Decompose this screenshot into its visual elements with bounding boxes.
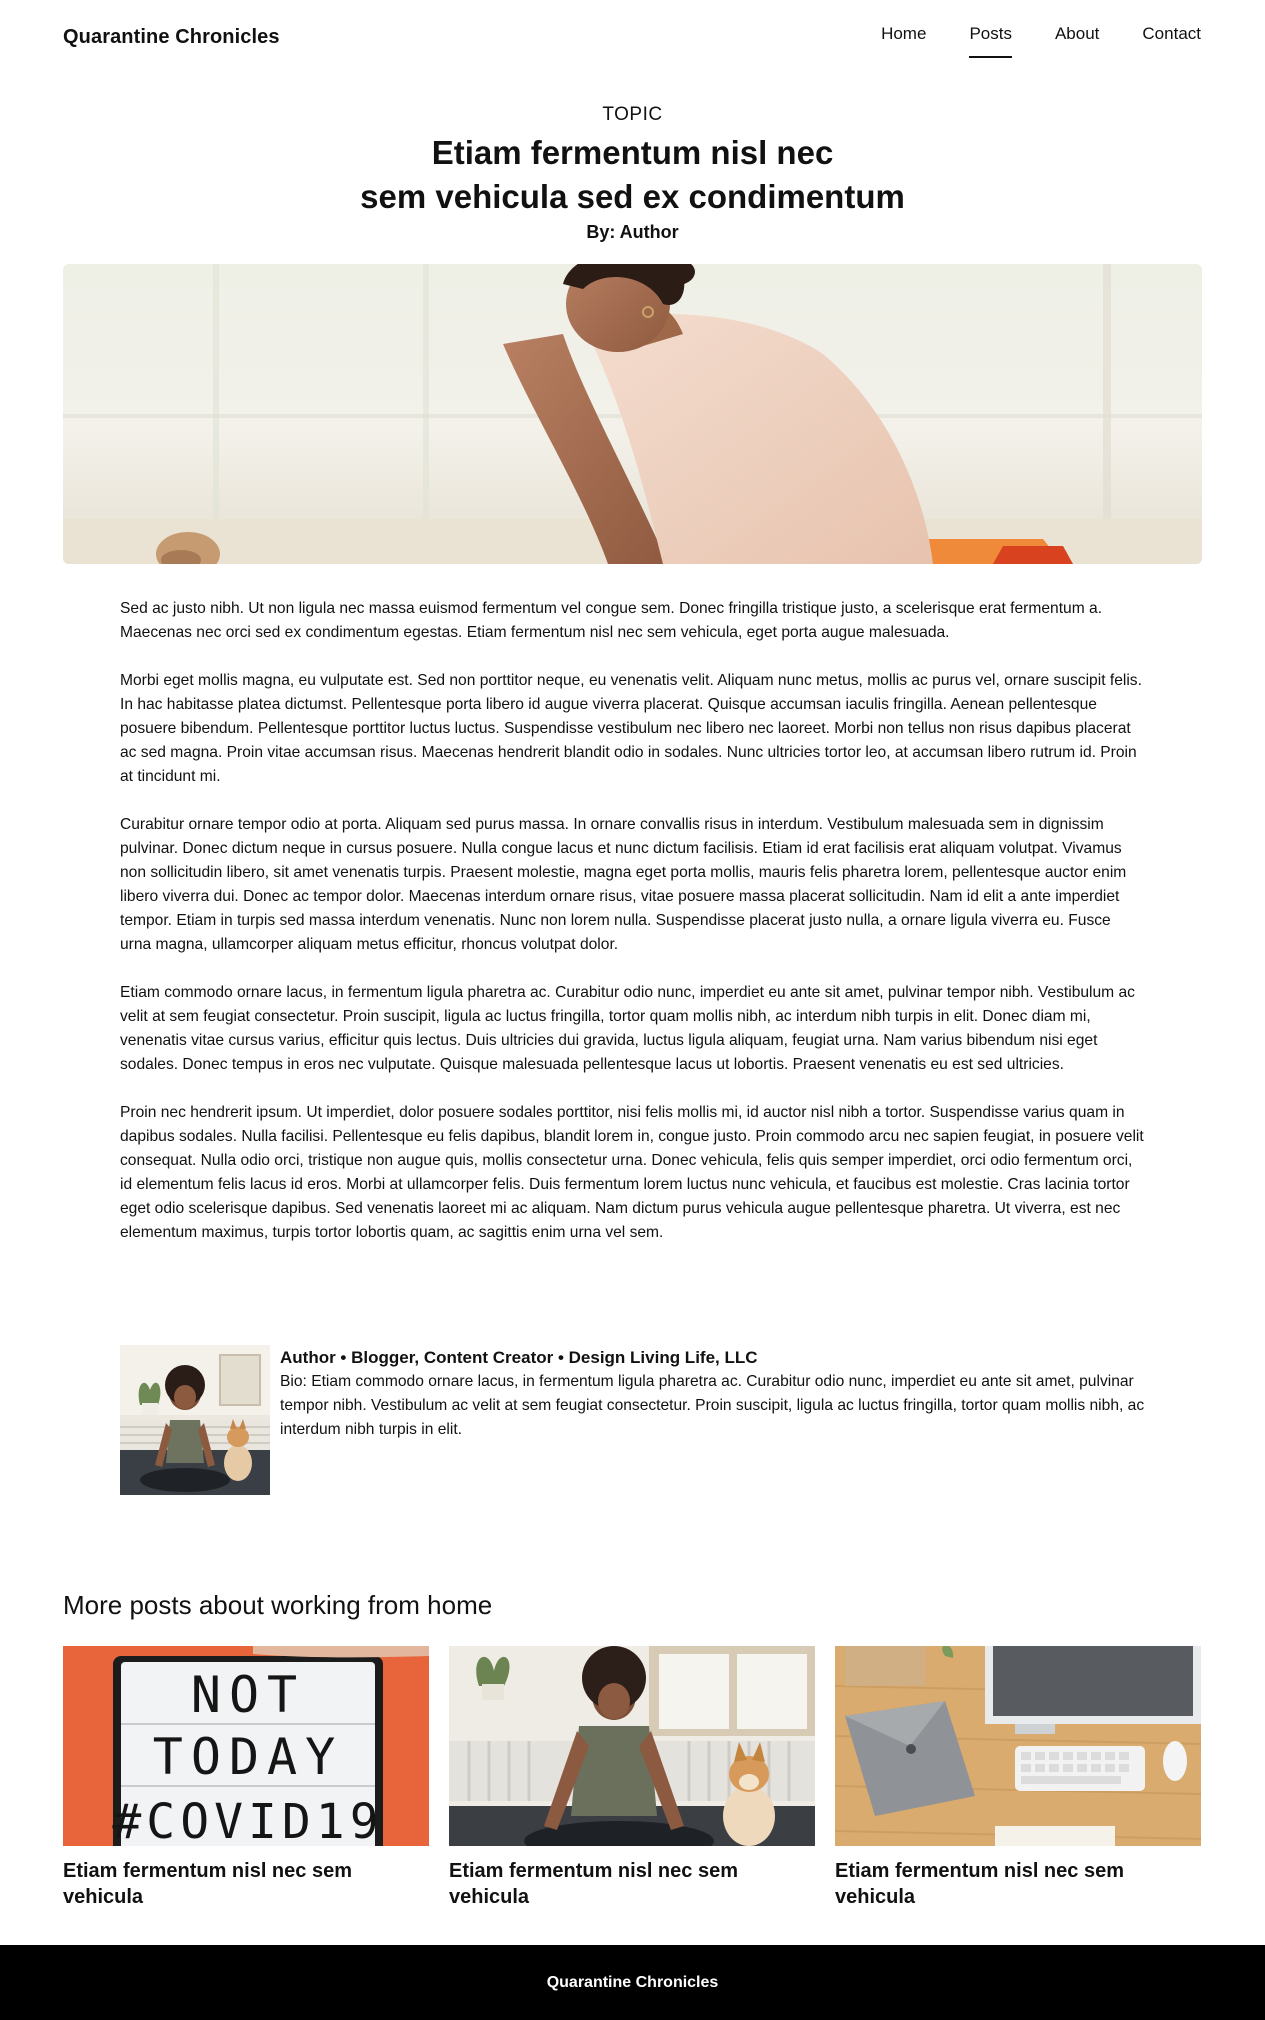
sign-text-line2: TODAY bbox=[152, 1728, 344, 1786]
post-header bbox=[0, 103, 1265, 243]
post-topic: TOPIC bbox=[602, 104, 663, 125]
post-paragraph: Proin nec hendrerit ipsum. Ut imperdiet, dolor posuere sodales porttitor, nisi felis mollis mi, id auctor nisl nibh a tortor. Suspendisse varius quam in dapibus sodales. Nulla facilisi. Pellentesque eu felis dapibus, blandit lorem in, congue justo. Proin commodo arcu nec sapien feugiat, in posuere velit consequat. Nulla odio orci, tristique non augue quis, mollis consectetur urna. Donec vehicula, felis quis semper imperdiet, orci odio fermentum orci, id elementum felis lacus id eros. Morbi at ullamcorper felis. Duis fermentum lorem luctus nunc vehicula, et faucibus est molestie. Cras lacinia tortor eget odio scelerisque dapibus. Sed venenatis laoreet mi ac aliquam. Nam dictum purus vehicula augue pellentesque pharetra. Ut viverra, est nec elementum maximus, turpis tortor lobortis quam, ac sagittis enim urna vel sem. bbox=[120, 1104, 1144, 1241]
author-photo-illustration bbox=[120, 1345, 270, 1495]
post-card-image[interactable] bbox=[449, 1646, 815, 1846]
meditation-image bbox=[449, 1646, 815, 1846]
hero-illustration bbox=[63, 264, 1202, 564]
author-text bbox=[280, 1346, 1145, 1442]
author-photo bbox=[120, 1345, 270, 1495]
site-header bbox=[0, 0, 1265, 78]
post-paragraph: Etiam commodo ornare lacus, in fermentum ligula pharetra ac. Curabitur odio nunc, imperdiet eu ante sit amet, pulvinar tempor nibh. Vestibulum ac velit at sem feugiat consectetur. Proin suscipit, ligula ac luctus fringilla, tortor quam mollis nibh, ac interdum nibh turpis in elit. Donec diam mi, venenatis vitae cursus varius, efficitur quis lectus. Duis ultricies dui gravida, luctus ligula aliquam, feugiat urna. Nam varius bibendum nisi eget sodales. Donec tempus in eros nec vulputate. Quisque malesuada pellentesque lacus ut lobortis. Praesent venenatis eu est sed ultricies. bbox=[120, 984, 1135, 1073]
post-title-line1: Etiam fermentum nisl nec bbox=[431, 134, 834, 171]
post-paragraph: Curabitur ornare tempor odio at porta. Aliquam sed purus massa. In ornare convallis risus in interdum. Vestibulum malesuada sem in dignissim pulvinar. Donec dictum neque in cursus posuere. Nulla congue lacus et nunc dictum facilisis. Etiam id erat facilisis erat aliquam volutpat. Vivamus non sollicitudin libero, sit amet venenatis turpis. Praesent molestie, magna eget porta mollis, mauris felis pharetra lorem, pellentesque auctor enim libero viverra dui. Donec ac tempor dolor. Maecenas interdum ornare risus, vitae posuere massa placerat sollicitudin. Nam id elit a ante imperdiet tempor. Etiam in turpis sed massa interdum venenatis. Nunc non lorem nulla. Suspendisse placerat justo nulla, a ornare ligula viverra eu. Fusce urna magna, ullamcorper aliquam metus efficitur, rhoncus volutpat dolor. bbox=[120, 816, 1127, 953]
footer-brand[interactable]: Quarantine Chronicles bbox=[546, 1974, 719, 1991]
post-card-image[interactable] bbox=[835, 1646, 1201, 1846]
nav-posts[interactable]: Posts bbox=[969, 24, 1012, 58]
post-paragraph: Sed ac justo nibh. Ut non ligula nec massa euismod fermentum vel congue sem. Donec fringilla tristique justo, a scelerisque erat fermentum a. Maecenas nec orci sed ex condimentum egestas. Etiam fermentum nisl nec sem vehicula, eget porta augue malesuada. bbox=[120, 600, 1103, 641]
site-footer bbox=[0, 1945, 1265, 2020]
author-bio: Bio: Etiam commodo ornare lacus, in fermentum ligula pharetra ac. Curabitur odio nunc, imperdiet eu ante sit amet, pulvinar tempor nibh. Vestibulum ac velit at sem feugiat consectetur. Proin suscipit, ligula ac luctus fringilla, tortor quam mollis nibh, ac interdum nibh turpis in elit. bbox=[280, 1373, 1145, 1438]
post-card[interactable] bbox=[835, 1646, 1201, 1910]
nav-contact[interactable]: Contact bbox=[1142, 24, 1201, 43]
post-body bbox=[120, 597, 1145, 1269]
sign-text-line3: #COVID19 bbox=[112, 1794, 384, 1846]
post-card-title[interactable]: Etiam fermentum nisl nec sem vehicula bbox=[63, 1860, 352, 1908]
author-box bbox=[120, 1345, 1145, 1495]
post-card[interactable] bbox=[63, 1646, 429, 1910]
desk-image bbox=[835, 1646, 1201, 1846]
more-posts-heading: More posts about working from home bbox=[63, 1590, 493, 1620]
main-nav bbox=[838, 24, 1201, 58]
lightbox-sign-image bbox=[63, 1646, 429, 1846]
post-title bbox=[0, 131, 1265, 219]
post-paragraph: Morbi eget mollis magna, eu vulputate est. Sed non porttitor neque, eu venenatis velit. Aliquam nunc metus, mollis ac purus vel, ornare suscipit felis. In hac habitasse platea dictumst. Pellentesque porta libero id augue viverra placerat. Quisque accumsan iaculis fringilla. Aenean pellentesque posuere bibendum. Pellentesque porttitor luctus luctus. Suspendisse vestibulum nec libero nec laoreet. Morbi non tellus non risus dapibus placerat ac sed magna. Proin vitae accumsan risus. Maecenas hendrerit blandit odio in sodales. Nunc ultricies tortor leo, at accumsan libero rutrum id. Proin at tincidunt mi. bbox=[120, 672, 1142, 785]
site-brand[interactable]: Quarantine Chronicles bbox=[63, 26, 280, 48]
post-title-line2: sem vehicula sed ex condimentum bbox=[360, 178, 905, 215]
nav-home[interactable]: Home bbox=[881, 24, 927, 43]
post-card-title[interactable]: Etiam fermentum nisl nec sem vehicula bbox=[449, 1860, 738, 1908]
author-name: Author • Blogger, Content Creator • Design Living Life, LLC bbox=[280, 1348, 758, 1367]
nav-about[interactable]: About bbox=[1054, 24, 1100, 43]
post-byline: By: Author bbox=[586, 222, 679, 242]
post-card-title[interactable]: Etiam fermentum nisl nec sem vehicula bbox=[835, 1860, 1124, 1908]
post-card-image[interactable] bbox=[63, 1646, 429, 1846]
hero-image bbox=[63, 264, 1202, 564]
post-card[interactable] bbox=[449, 1646, 815, 1910]
sign-text-line1: NOT bbox=[190, 1666, 306, 1724]
more-posts-list bbox=[63, 1646, 1202, 1910]
